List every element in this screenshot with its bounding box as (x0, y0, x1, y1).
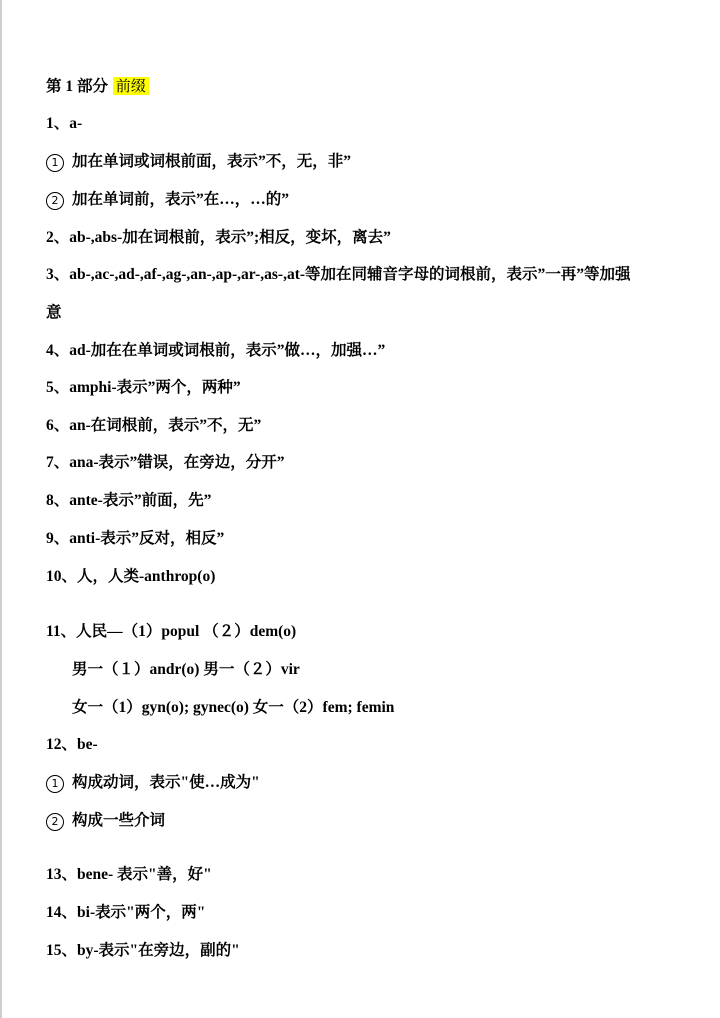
doc-line (46, 189, 289, 210)
item-number: 1、 (46, 115, 70, 132)
doc-line (46, 264, 631, 285)
item-number: 11、 (46, 623, 77, 640)
item-number: 3、 (46, 266, 70, 283)
circled-number-icon: 1 (46, 775, 64, 793)
doc-line (46, 621, 296, 642)
item-number: 12、 (46, 736, 78, 753)
sub-item-text: 加在单词或词根前面，表示”不，无，非” (72, 153, 352, 170)
indented-text: 女一（1）gyn(o); gynec(o) 女一（2）fem; femin (72, 699, 395, 716)
item-number: 7、 (46, 454, 70, 471)
doc-line (46, 902, 205, 923)
page-edge (0, 0, 2, 1018)
item-text: ante-表示”前面，先” (69, 492, 212, 509)
item-text: a- (69, 115, 83, 132)
item-number: 13、 (46, 866, 78, 883)
doc-line (46, 940, 240, 961)
circled-number-icon: 1 (46, 154, 64, 172)
circled-number-icon: 2 (46, 192, 64, 210)
circled-number-icon: 2 (46, 813, 64, 831)
doc-line (46, 415, 261, 436)
doc-line (72, 697, 394, 718)
doc-line (46, 340, 385, 361)
item-text: 人民—（1）popul （２）dem(o) (76, 623, 297, 640)
sub-item-text: 加在单词前，表示”在…，…的” (72, 191, 290, 208)
item-text: anti-表示”反对，相反” (69, 530, 225, 547)
doc-line (46, 151, 351, 172)
item-number: 15、 (46, 942, 78, 959)
item-text: ad-加在在单词或词根前，表示”做…，加强…” (69, 342, 386, 359)
indented-text: 男一（１）andr(o) 男一（２）vir (72, 661, 300, 678)
item-text: by-表示"在旁边，副的" (77, 942, 240, 959)
sub-item-text: 构成动词，表示"使…成为" (72, 774, 260, 791)
item-number: 8、 (46, 492, 70, 509)
section-prefix: 第 1 部分 (46, 78, 109, 95)
continuation-text: 意 (46, 304, 62, 321)
item-text: an-在词根前，表示”不，无” (69, 417, 262, 434)
doc-line (46, 810, 165, 831)
item-number: 2、 (46, 229, 70, 246)
item-number: 14、 (46, 904, 78, 921)
doc-line (46, 772, 260, 793)
doc-line (46, 490, 211, 511)
doc-line (46, 113, 82, 134)
item-number: 9、 (46, 530, 70, 547)
doc-line (46, 864, 212, 885)
item-text: 人，人类-anthrop(o) (77, 568, 216, 585)
doc-line (46, 452, 285, 473)
item-text: ab-,ac-,ad-,af-,ag-,an-,ap-,ar-,as-,at-等加在同辅音字母的词根前，表示”一再”等加强 (69, 266, 631, 283)
item-text: be- (77, 736, 98, 753)
doc-line (46, 377, 241, 398)
doc-line (46, 227, 391, 248)
doc-line (72, 659, 300, 680)
item-number: 4、 (46, 342, 70, 359)
item-text: amphi-表示”两个，两种” (69, 379, 241, 396)
item-text: bi-表示"两个，两" (77, 904, 206, 921)
item-text: ana-表示”错误，在旁边，分开” (69, 454, 285, 471)
doc-line (46, 734, 98, 755)
item-number: 6、 (46, 417, 70, 434)
sub-item-text: 构成一些介词 (72, 812, 166, 829)
item-number: 5、 (46, 379, 70, 396)
doc-line (46, 302, 62, 323)
item-text: bene- 表示"善，好" (77, 866, 212, 883)
item-text: ab-,abs-加在词根前，表示”;相反，变坏，离去” (69, 229, 391, 246)
section-heading (46, 76, 149, 97)
doc-line (46, 528, 224, 549)
section-title-highlight: 前缀 (113, 77, 149, 95)
doc-line (46, 566, 215, 587)
item-number: 10、 (46, 568, 78, 585)
